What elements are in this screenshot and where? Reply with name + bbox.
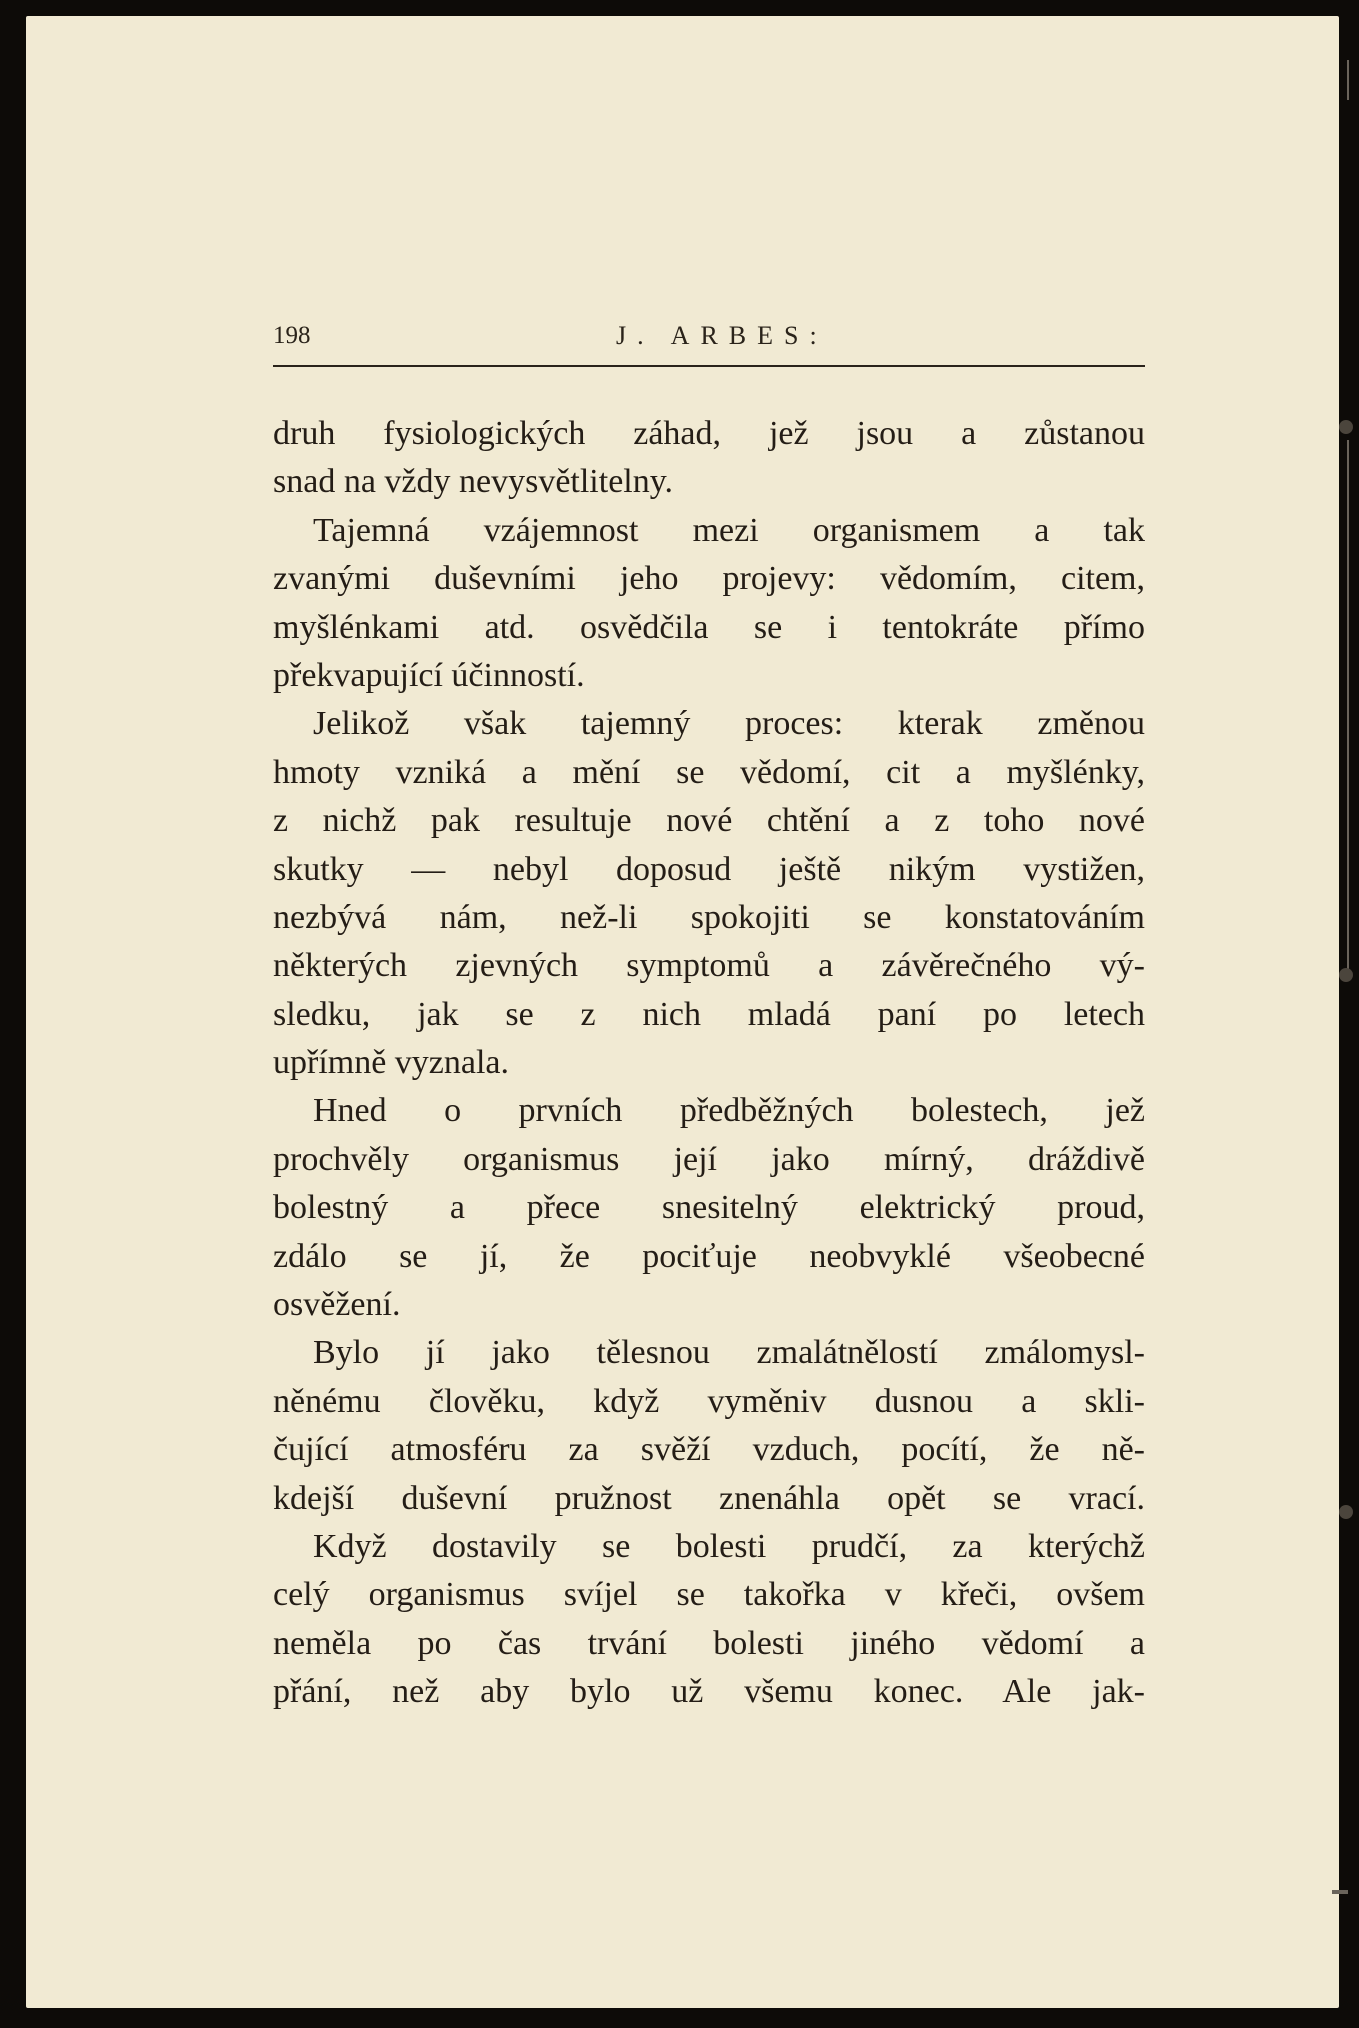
text-line: překvapující účinností. [273,656,585,694]
text-line: myšlénkami atd. osvědčila se i tentokráte přímo [273,608,1145,646]
margin-line [1347,440,1349,970]
running-head: J. ARBES: [616,321,828,350]
text-line: skutky — nebyl doposud ještě nikým vystižen, [273,850,1145,888]
text-line: hmoty vzniká a mění se vědomí, cit a myšlénky, [273,753,1145,791]
text-line: prochvěly organismus její jako mírný, dráždivě [273,1140,1145,1178]
margin-mark [1339,420,1353,434]
text-line: čující atmosféru za svěží vzduch, pocítí, že ně- [273,1431,1145,1469]
body-text [273,410,1145,1717]
page-header [273,321,1145,365]
page-number: 198 [273,322,311,349]
margin-mark [1339,1505,1353,1519]
text-line: Bylo jí jako tělesnou zmalátnělostí zmálomysl- [313,1334,1145,1372]
text-line: sledku, jak se z nich mladá paní po letech [273,995,1145,1033]
text-line: kdejší duševní pružnost znenáhla opět se vrací. [273,1479,1145,1517]
text-line: celý organismus svíjel se takořka v křeči, ovšem [273,1576,1145,1614]
margin-line [1347,60,1349,100]
text-line: přání, než aby bylo už všemu konec. Ale jak- [273,1673,1145,1711]
text-line: Když dostavily se bolesti prudčí, za kterýchž [313,1527,1145,1565]
text-line: něnému člověku, když vyměniv dusnou a skli- [273,1382,1145,1420]
header-rule [273,365,1145,367]
text-line: bolestný a přece snesitelný elektrický proud, [273,1189,1145,1227]
text-line: upřímně vyznala. [273,1044,510,1082]
text-line: Tajemná vzájemnost mezi organismem a tak [313,511,1145,549]
right-page-edge [1349,0,1359,2028]
text-line: zdálo se jí, že pociťuje neobvyklé všeobecné [273,1237,1145,1275]
text-line: druh fysiologických záhad, jež jsou a zůstanou [273,415,1145,452]
margin-mark [1339,968,1353,982]
text-line: zvanými duševními jeho projevy: vědomím, citem, [273,560,1145,598]
text-line: z nichž pak resultuje nové chtění a z toho nové [273,802,1145,840]
text-line: snad na vždy nevysvětlitelny. [273,463,674,501]
text-line: některých zjevných symptomů a závěrečného vý- [273,947,1145,985]
text-line: Jelikož však tajemný proces: kterak změnou [313,705,1145,743]
text-line: Hned o prvních předběžných bolestech, jež [313,1092,1145,1130]
text-line: neměla po čas trvání bolesti jiného vědomí a [273,1624,1145,1662]
text-line: osvěžení. [273,1286,401,1324]
margin-line [1332,1890,1348,1894]
text-line: nezbývá nám, než-li spokojiti se konstatováním [273,898,1145,936]
